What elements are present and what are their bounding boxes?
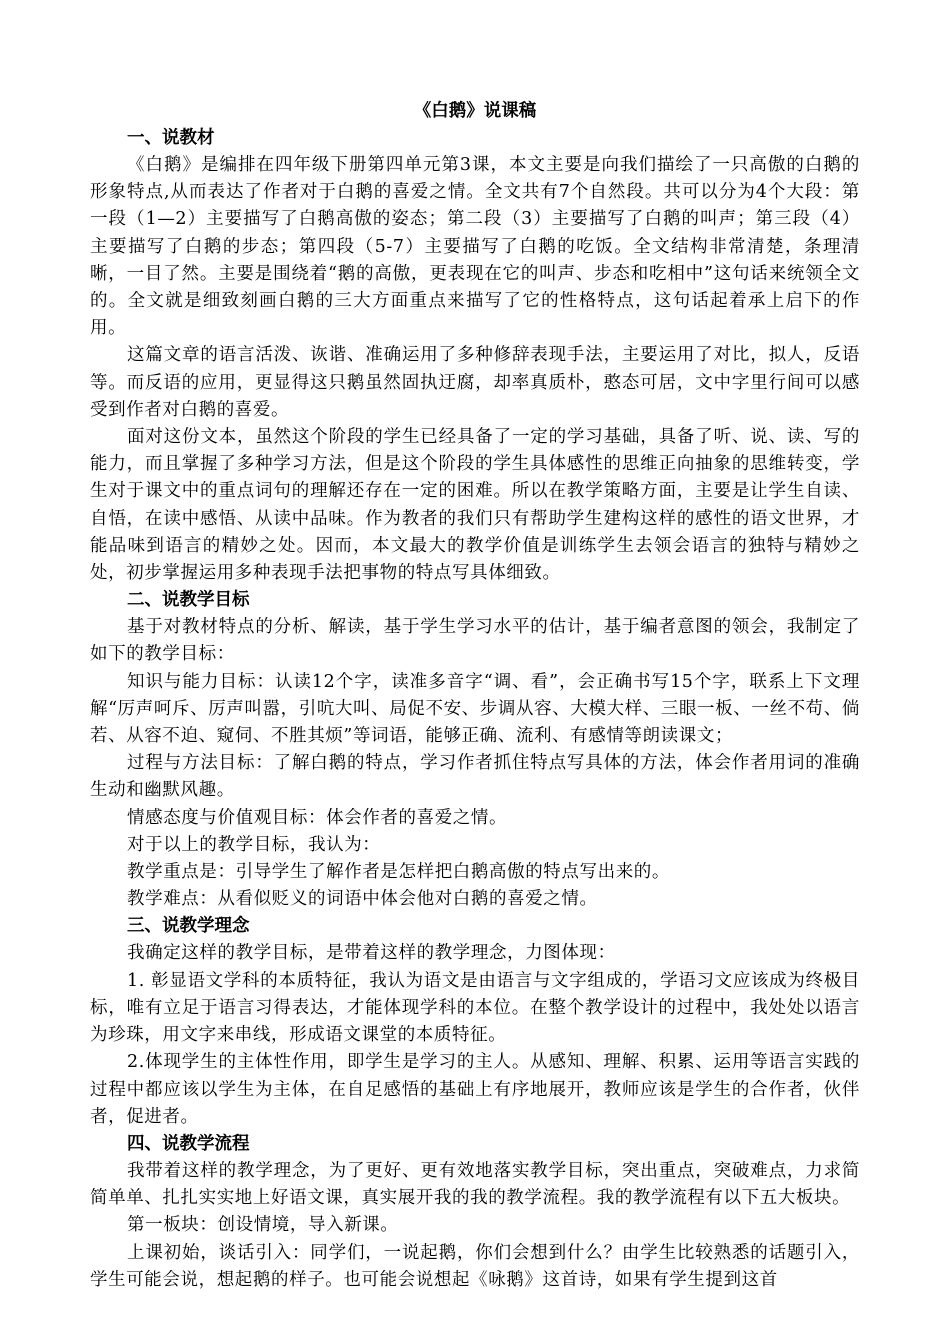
- paragraph: 情感态度与价值观目标：体会作者的喜爱之情。: [127, 807, 508, 828]
- paragraph: 第一板块：创设情境，导入新课。: [127, 1215, 399, 1236]
- paragraph: 我确定这样的教学目标，是带着这样的教学理念，力图体现：: [127, 943, 616, 964]
- paragraph: 上课初始，谈话引入：同学们，一说起鹅，你们会想到什么？由学生比较熟悉的话题引入，学生可能会说，想起鹅的样子。也可能会说想起《咏鹅》这首诗，如果有学生提到这首: [90, 1242, 860, 1290]
- document-title: 《白鹅》说课稿: [413, 101, 537, 121]
- paragraph: 《白鹅》是编排在四年级下册第四单元第3课，本文主要是向我们描绘了一只高傲的白鹅的形象特点,从而表达了作者对于白鹅的喜爱之情。全文共有7个自然段。共可以分为4个大段：第一段（1—2）主要描写了白鹅高傲的姿态；第二段（3）主要描写了白鹅的叫声；第三段（4）主要描写了白鹅的步态；第四段（5-7）主要描写了白鹅的吃饭。全文结构非常清楚，条理清晰，一目了然。主要是围绕着“鹅的高傲，更表现在它的叫声、步态和吃相中”这句话来统领全文的。全文就是细致刻画白鹅的三大方面重点来描写了它的性格特点，这句话起着承上启下的作用。: [90, 155, 860, 339]
- paragraph: 教学重点是：引导学生了解作者是怎样把白鹅高傲的特点写出来的。: [127, 862, 670, 883]
- paragraph: 2.体现学生的主体性作用，即学生是学习的主人。从感知、理解、积累、运用等语言实践的过程中都应该以学生为主体，在自足感悟的基础上有序地展开，教师应该是学生的合作者，伙伴者，促进者。: [90, 1052, 860, 1127]
- section-heading-objectives: 二、说教学目标: [127, 590, 250, 611]
- section-heading-philosophy: 三、说教学理念: [127, 916, 250, 937]
- paragraph: 过程与方法目标：了解白鹅的特点，学习作者抓住特点写具体的方法，体会作者用词的准确生动和幽默风趣。: [90, 753, 860, 801]
- section-heading-process: 四、说教学流程: [127, 1133, 250, 1154]
- paragraph: 知识与能力目标：认读12个字，读准多音字“调、看”，会正确书写15个字，联系上下文理解“厉声呵斥、厉声叫嚣，引吭大叫、局促不安、步调从容、大模大样、三眼一板、一丝不苟、倘若、从容不迫、窥伺、不胜其烦”等词语，能够正确、流利、有感情等朗读课文；: [90, 671, 860, 747]
- paragraph: 面对这份文本，虽然这个阶段的学生已经具备了一定的学习基础，具备了听、说、读、写的能力，而且掌握了多种学习方法，但是这个阶段的学生具体感性的思维正向抽象的思维转变，学生对于课文中的重点词句的理解还存在一定的困难。所以在教学策略方面，主要是让学生自读、自悟，在读中感悟、从读中品味。作为教者的我们只有帮助学生建构这样的感性的语文世界，才能品味到语言的精妙之处。因而，本文最大的教学价值是训练学生去领会语言的独特与精妙之处，初步掌握运用多种表现手法把事物的特点写具体细致。: [90, 427, 860, 584]
- paragraph: 对于以上的教学目标，我认为：: [127, 834, 381, 855]
- paragraph: 这篇文章的语言活泼、诙谐、准确运用了多种修辞表现手法，主要运用了对比，拟人，反语等。而反语的应用，更显得这只鹅虽然固执迂腐，却率真质朴，憨态可居，文中字里行间可以感受到作者对白鹅的喜爱。: [90, 345, 860, 420]
- paragraph: 我带着这样的教学理念，为了更好、更有效地落实教学目标，突出重点，突破难点，力求简简单单、扎扎实实地上好语文课，真实展开我的我的教学流程。我的教学流程有以下五大板块。: [90, 1160, 860, 1209]
- section-heading-textbook: 一、说教材: [127, 128, 215, 148]
- paragraph: 基于对教材特点的分析、解读，基于学生学习水平的估计，基于编者意图的领会，我制定了如下的教学目标：: [90, 617, 860, 665]
- paragraph: 1. 彰显语文学科的本质特征，我认为语文是由语言与文字组成的，学语习文应该成为终极目标，唯有立足于语言习得表达，才能体现学科的本位。在整个教学设计的过程中，我处处以语言为珍珠，用文字来串线，形成语文课堂的本质特征。: [90, 970, 860, 1046]
- paragraph: 教学难点：从看似贬义的词语中体会他对白鹅的喜爱之情。: [127, 889, 598, 910]
